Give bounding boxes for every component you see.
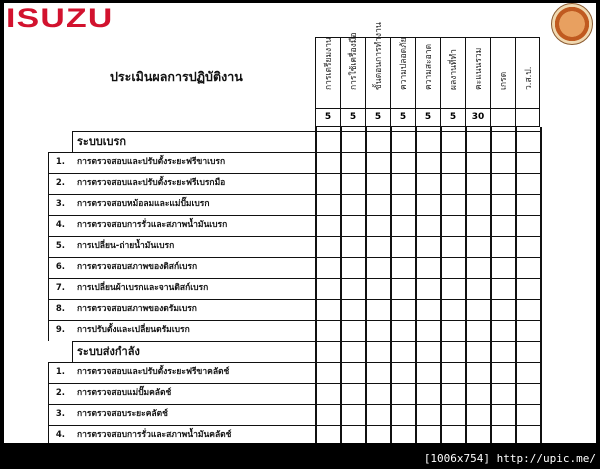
- column-header: [315, 37, 340, 109]
- isuzu-logo: ISUZU: [6, 3, 114, 33]
- item-label: การตรวจสอบหม้อลมและแม่ปั๊มเบรก: [77, 199, 210, 209]
- page-title: ประเมินผลการปฏิบัติงาน: [110, 69, 243, 84]
- grid-line: [390, 127, 392, 443]
- grid-line: [515, 127, 517, 443]
- seal-icon: [551, 3, 593, 45]
- grid-line: [315, 127, 317, 443]
- column-header: [390, 37, 415, 109]
- max-score: [515, 109, 540, 127]
- item-label: การตรวจสอบการรั่วและสภาพน้ำมันเบรก: [77, 220, 228, 230]
- column-header-label: ขั้นตอนการทำงาน: [374, 22, 384, 90]
- item-number: 1.: [55, 157, 65, 167]
- max-score: 5: [390, 109, 415, 127]
- grid-line: [365, 127, 367, 443]
- column-header-label: เกรด: [499, 71, 509, 90]
- column-header-label: ความปลอดภัย: [399, 37, 409, 90]
- item-label: การตรวจสอบสภาพของดิสก์เบรก: [77, 262, 198, 272]
- grid-line: [465, 127, 467, 443]
- watermark: [1006x754] http://upic.me/: [423, 452, 596, 465]
- max-score: 5: [340, 109, 365, 127]
- item-number: 8.: [55, 304, 65, 314]
- column-header: [515, 37, 540, 109]
- column-header: [490, 37, 515, 109]
- item-label: การเปลี่ยนผ้าเบรกและจานดิสก์เบรก: [77, 283, 209, 293]
- item-number: 2.: [55, 178, 65, 188]
- item-number: 2.: [55, 388, 65, 398]
- column-header: [365, 22, 390, 109]
- document-page: [4, 3, 596, 443]
- item-number: 4.: [55, 220, 65, 230]
- item-number: 6.: [55, 262, 65, 272]
- item-number: 9.: [55, 325, 65, 335]
- item-number: 4.: [55, 430, 65, 440]
- column-header: [465, 37, 490, 109]
- column-header: [440, 37, 465, 109]
- column-header: [340, 32, 365, 109]
- grid-line: [490, 127, 492, 443]
- column-header-label: คะแนนรวม: [474, 47, 484, 90]
- item-label: การตรวจสอบและปรับตั้งระยะฟรีเบรกมือ: [77, 178, 226, 188]
- grid-line: [340, 127, 342, 443]
- item-number: 1.: [55, 367, 65, 377]
- column-header-label: ผลงานที่ทำ: [449, 49, 459, 90]
- item-label: การตรวจสอบระยะคลัตช์: [77, 409, 168, 419]
- max-score: 30: [465, 109, 490, 127]
- section-header: [72, 131, 540, 152]
- section-title: ระบบเบรก: [77, 135, 127, 148]
- grid-line: [540, 127, 542, 443]
- item-label: การตรวจสอบและปรับตั้งระยะฟรีขาเบรก: [77, 157, 226, 167]
- section-header: [72, 341, 540, 362]
- max-score: 5: [315, 109, 340, 127]
- item-label: การตรวจสอบแม่ปั๊มคลัตช์: [77, 388, 172, 398]
- grid-line: [415, 127, 417, 443]
- item-label: การตรวจสอบและปรับตั้งระยะฟรีขาคลัตช์: [77, 367, 230, 377]
- max-score: [490, 109, 515, 127]
- column-header-label: ว.ส.ป.: [523, 66, 534, 90]
- item-label: การตรวจสอบสภาพของดรัมเบรก: [77, 304, 197, 314]
- item-label: การเปลี่ยน-ถ่ายน้ำมันเบรก: [77, 241, 175, 251]
- max-score: 5: [365, 109, 390, 127]
- item-number: 3.: [55, 199, 65, 209]
- column-header: [415, 37, 440, 109]
- max-score: 5: [440, 109, 465, 127]
- section-title: ระบบส่งกำลัง: [77, 345, 140, 358]
- grid-line: [440, 127, 442, 443]
- item-number: 7.: [55, 283, 65, 293]
- column-header-label: การเตรียมงาน: [324, 37, 334, 90]
- item-label: การปรับตั้งและเปลี่ยนดรัมเบรก: [77, 325, 190, 335]
- column-header-label: ความสะอาด: [424, 44, 434, 90]
- column-header-label: การใช้เครื่องมือ: [349, 32, 359, 90]
- item-number: 3.: [55, 409, 65, 419]
- item-number: 5.: [55, 241, 65, 251]
- max-score: 5: [415, 109, 440, 127]
- item-label: การตรวจสอบการรั่วและสภาพน้ำมันคลัตช์: [77, 430, 232, 440]
